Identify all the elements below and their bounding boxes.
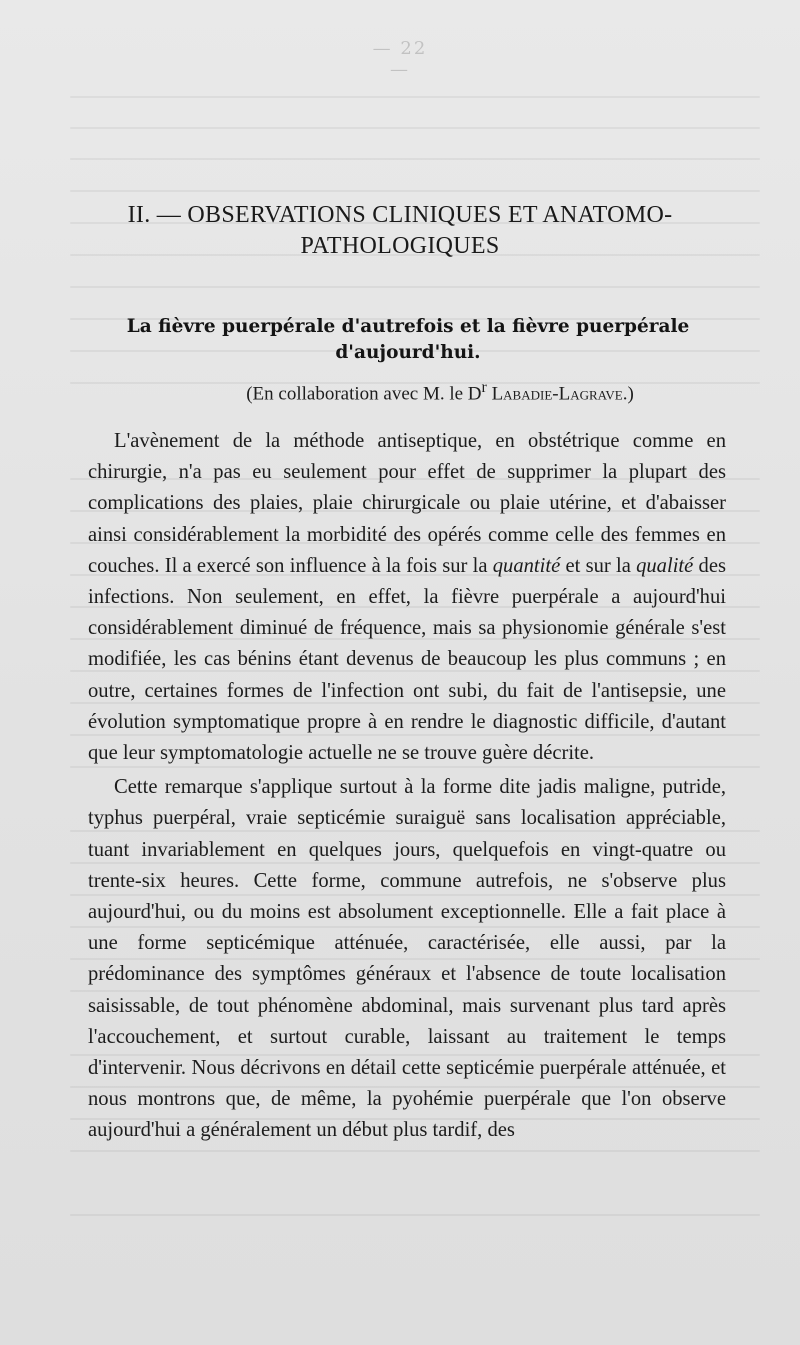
collab-suffix: .) — [622, 383, 634, 405]
paragraph-1-part-2: et sur la — [560, 554, 637, 577]
section-heading: II. — OBSERVATIONS CLINIQUES ET ANATOMO-PATHOLOGIQUES — [127, 202, 673, 259]
emphasis-qualite: qualité — [636, 554, 694, 577]
page-number: — 22 — — [372, 38, 428, 80]
article-title: La fièvre puerpérale d'autrefois et la fièvre puerpérale d'aujourd'hui. — [126, 316, 690, 363]
collab-title-superscript: r — [481, 379, 487, 396]
paragraph-1 — [88, 426, 726, 769]
paragraph-1-part-1: L'avènement de la méthode antiseptique, en obstétrique comme en chirurgie, n'a pas eu seulement pour effet de supprimer la plupart des complications des plaies, plaie chirurgicale ou plaie utérine, et d'abaisser ainsi considérablement la morbidité des opérés comme celle des femmes en couches. Il a exercé son influence à la fois sur la — [88, 430, 726, 577]
paragraph-2: Cette remarque s'applique surtout à la forme dite jadis maligne, putride, typhus puerpéral, vraie septicémie suraiguë sans localisation appréciable, tuant invariablement en quelques jours, quelquefois en vingt-quatre ou trente-six heures. Cette forme, commune autrefois, ne s'observe plus aujourd'hui, ou du moins est absolument exceptionnelle. Elle a fait place à une forme septicémique atténuée, caractérisée, elle aussi, par la prédominance des symptômes généraux et l'absence de toute localisation saisissable, de tout phénomène abdominal, mais survenant plus tard après l'accouchement, et surtout curable, laissant au traitement le temps d'intervenir. Nous décrivons en détail cette septicémie puerpérale atténuée, et nous montrons que, de même, la pyohémie puerpérale que l'on observe aujourd'hui a généralement un début plus tardif, des — [88, 776, 726, 1142]
emphasis-quantite: quantité — [492, 554, 561, 577]
body-text — [88, 426, 726, 1147]
collab-prefix: (En collaboration avec M. le D — [246, 383, 482, 405]
collaborator-name: Labadie-Lagrave — [491, 383, 623, 405]
collaboration-note — [160, 375, 720, 407]
paragraph-1-part-3: des infections. Non seulement, en effet, la fièvre puerpérale a aujourd'hui considérablement diminué de fréquence, mais sa physionomie générale s'est modifiée, les cas bénins étant devenus de beaucoup les plus communs ; en outre, certaines formes de l'infection ont subi, du fait de l'antisepsie, une évolution symptomatique propre à en rendre le diagnostic difficile, d'autant que leur symptomatologie actuelle ne se trouve guère décrite. — [88, 554, 726, 765]
